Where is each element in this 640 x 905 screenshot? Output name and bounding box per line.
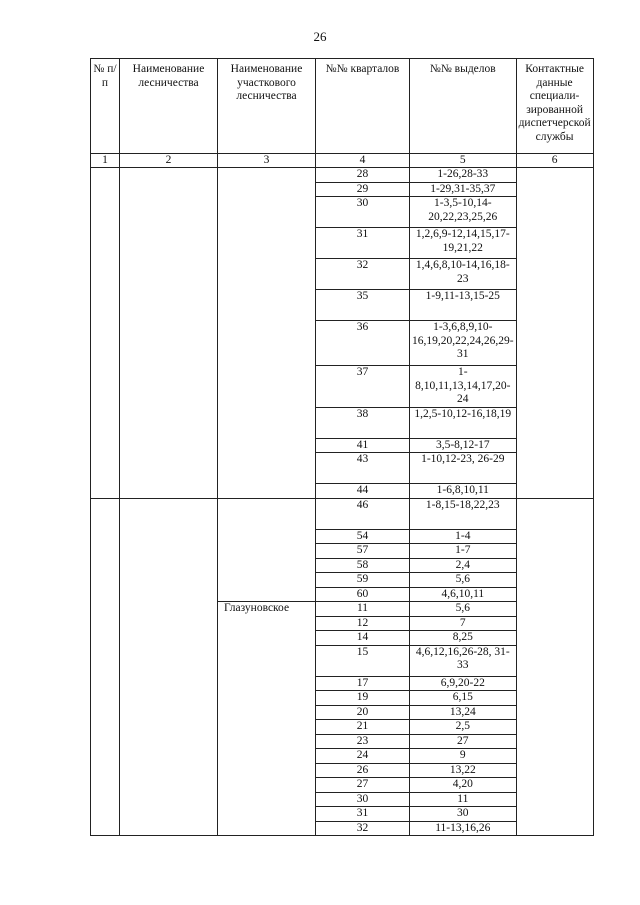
kvartal-cell: 59 [316, 573, 410, 588]
kvartal-cell: 28 [316, 168, 410, 183]
kvartal-cell: 29 [316, 182, 410, 197]
kvartal-cell: 19 [316, 691, 410, 706]
kvartal-cell: 37 [316, 366, 410, 408]
uchastkovoe-name-cell: Глазуновское [218, 602, 316, 836]
kvartal-cell: 15 [316, 645, 410, 676]
kvartal-cell: 57 [316, 544, 410, 559]
header-npp: № п/п [91, 59, 120, 154]
kvartal-cell: 54 [316, 529, 410, 544]
column-number-cell: 6 [516, 154, 593, 168]
kvartal-cell: 60 [316, 587, 410, 602]
vydel-cell: 8,25 [410, 631, 517, 646]
vydel-cell: 9 [410, 749, 517, 764]
forest-districts-table [90, 58, 594, 836]
vydel-cell: 1-9,11-13,15-25 [410, 290, 517, 321]
vydel-cell: 1-3,5-10,14-20,22,23,25,26 [410, 197, 517, 228]
vydel-cell: 5,6 [410, 602, 517, 617]
header-uchastkovoe: Наименование участкового лесничества [218, 59, 316, 154]
lesnichestvo-cell [120, 498, 218, 836]
kvartal-cell: 44 [316, 484, 410, 499]
uchastkovoe-cell [218, 498, 316, 602]
vydel-cell: 1-26,28-33 [410, 168, 517, 183]
lesnichestvo-cell [120, 168, 218, 499]
kvartal-cell: 24 [316, 749, 410, 764]
kvartal-cell: 21 [316, 720, 410, 735]
kvartal-cell: 43 [316, 453, 410, 484]
kvartal-cell: 35 [316, 290, 410, 321]
vydel-cell: 2,4 [410, 558, 517, 573]
kvartal-cell: 58 [316, 558, 410, 573]
vydel-cell: 4,6,10,11 [410, 587, 517, 602]
vydel-cell: 1-8,15-18,22,23 [410, 498, 517, 529]
column-number-cell: 5 [410, 154, 517, 168]
vydel-cell: 3,5-8,12-17 [410, 438, 517, 453]
header-vydely: №№ выделов [410, 59, 517, 154]
kvartal-cell: 31 [316, 807, 410, 822]
table-row [91, 498, 594, 529]
vydel-cell: 6,15 [410, 691, 517, 706]
vydel-cell: 7 [410, 616, 517, 631]
kvartal-cell: 12 [316, 616, 410, 631]
vydel-cell: 13,24 [410, 705, 517, 720]
header-kvartaly: №№ кварталов [316, 59, 410, 154]
column-number-cell: 4 [316, 154, 410, 168]
table-group-2 [91, 498, 594, 836]
vydel-cell: 1-4 [410, 529, 517, 544]
column-number-cell: 3 [218, 154, 316, 168]
kvartal-cell: 23 [316, 734, 410, 749]
vydel-cell: 4,6,12,16,26-28, 31-33 [410, 645, 517, 676]
kvartal-cell: 36 [316, 321, 410, 366]
vydel-cell: 1,2,6,9-12,14,15,17-19,21,22 [410, 228, 517, 259]
kvartal-cell: 30 [316, 792, 410, 807]
vydel-cell: 13,22 [410, 763, 517, 778]
kvartal-cell: 20 [316, 705, 410, 720]
kvartal-cell: 32 [316, 821, 410, 836]
uchastkovoe-cell [218, 168, 316, 499]
kvartal-cell: 38 [316, 407, 410, 438]
vydel-cell: 1-6,8,10,11 [410, 484, 517, 499]
vydel-cell: 2,5 [410, 720, 517, 735]
column-number-cell: 2 [120, 154, 218, 168]
kvartal-cell: 17 [316, 676, 410, 691]
vydel-cell: 11-13,16,26 [410, 821, 517, 836]
kvartal-cell: 30 [316, 197, 410, 228]
page-number: 26 [313, 29, 327, 44]
contacts-cell [516, 498, 593, 836]
contacts-cell [516, 168, 593, 499]
kvartal-cell: 32 [316, 259, 410, 290]
vydel-cell: 6,9,20-22 [410, 676, 517, 691]
header-contacts: Контактные данные специали-зированной диспетчерской службы [516, 59, 593, 154]
vydel-cell: 27 [410, 734, 517, 749]
kvartal-cell: 41 [316, 438, 410, 453]
column-number-cell: 1 [91, 154, 120, 168]
vydel-cell: 1,4,6,8,10-14,16,18-23 [410, 259, 517, 290]
vydel-cell: 1-7 [410, 544, 517, 559]
vydel-cell: 1,2,5-10,12-16,18,19 [410, 407, 517, 438]
vydel-cell: 1-29,31-35,37 [410, 182, 517, 197]
kvartal-cell: 14 [316, 631, 410, 646]
table-row [91, 168, 594, 183]
vydel-cell: 1-8,10,11,13,14,17,20-24 [410, 366, 517, 408]
vydel-cell: 4,20 [410, 778, 517, 793]
table-group-1 [91, 168, 594, 499]
kvartal-cell: 46 [316, 498, 410, 529]
vydel-cell: 1-3,6,8,9,10-16,19,20,22,24,26,29-31 [410, 321, 517, 366]
vydel-cell: 1-10,12-23, 26-29 [410, 453, 517, 484]
kvartal-cell: 26 [316, 763, 410, 778]
npp-cell [91, 498, 120, 836]
npp-cell [91, 168, 120, 499]
column-numbers-row [91, 154, 594, 168]
kvartal-cell: 27 [316, 778, 410, 793]
vydel-cell: 5,6 [410, 573, 517, 588]
vydel-cell: 11 [410, 792, 517, 807]
kvartal-cell: 11 [316, 602, 410, 617]
kvartal-cell: 31 [316, 228, 410, 259]
header-lesnichestvo: Наименование лесничества [120, 59, 218, 154]
vydel-cell: 30 [410, 807, 517, 822]
